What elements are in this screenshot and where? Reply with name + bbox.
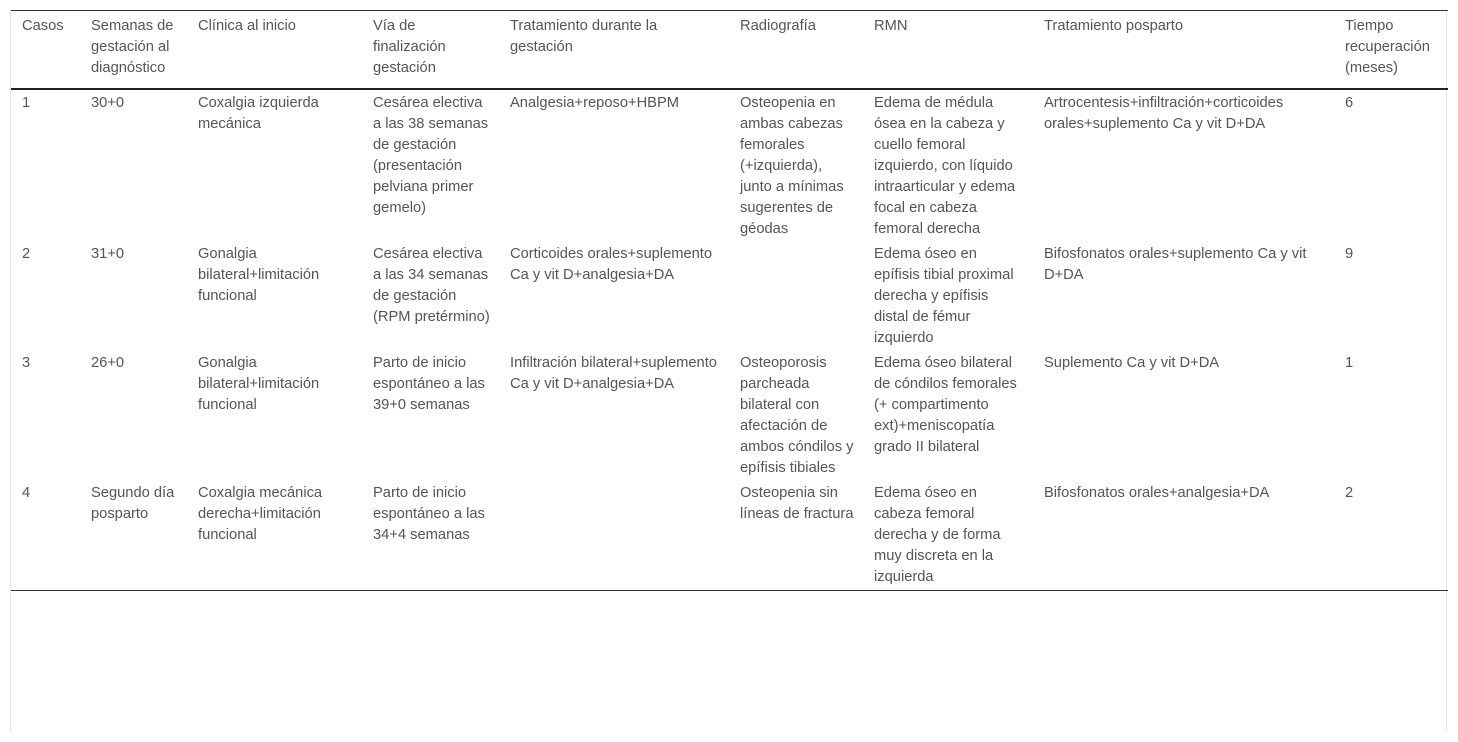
- cell-tratamiento-posparto: Bifosfonatos orales+suplemento Ca y vit D+DA: [1044, 246, 1307, 283]
- cell-tiempo-recuperacion: 6: [1345, 95, 1354, 111]
- cell-casos: 1: [22, 95, 31, 111]
- cell-clinica: Gonalgia bilateral+limitación funcional: [198, 355, 320, 413]
- cell-radiografia: Osteopenia sin líneas de fractura: [740, 485, 854, 522]
- header-via-finalizacion: Vía de finalización gestación: [373, 18, 446, 76]
- header-tratamiento-gestacion: Tratamiento durante la gestación: [510, 18, 658, 55]
- cell-tratamiento-gestacion: Infiltración bilateral+suplemento Ca y vit D+analgesia+DA: [510, 355, 717, 392]
- cell-via-finalizacion: Parto de inicio espontáneo a las 34+4 semanas: [373, 485, 485, 543]
- cell-radiografia: [729, 242, 863, 351]
- table-row: [11, 351, 1448, 481]
- cell-tratamiento-posparto: Suplemento Ca y vit D+DA: [1044, 355, 1220, 371]
- cell-casos: 2: [22, 246, 31, 262]
- cell-via-finalizacion: Cesárea electiva a las 38 semanas de gestación (presentación pelviana primer gemelo): [373, 95, 489, 216]
- cell-tratamiento-gestacion: Corticoides orales+suplemento Ca y vit D+analgesia+DA: [510, 246, 713, 283]
- header-row: [11, 11, 1448, 90]
- table-row: [11, 242, 1448, 351]
- table-row: [11, 89, 1448, 242]
- cell-rmn: Edema óseo en cabeza femoral derecha y de forma muy discreta en la izquierda: [874, 485, 1001, 585]
- cell-tratamiento-posparto: Bifosfonatos orales+analgesia+DA: [1044, 485, 1270, 501]
- header-radiografia: Radiografía: [740, 18, 816, 34]
- cell-casos: 3: [22, 355, 31, 371]
- cell-radiografia: Osteoporosis parcheada bilateral con afectación de ambos cóndilos y epífisis tibiales: [740, 355, 854, 476]
- cell-rmn: Edema óseo bilateral de cóndilos femorales (+ compartimento ext)+meniscopatía grado II bilateral: [874, 355, 1017, 455]
- cell-rmn: Edema de médula ósea en la cabeza y cuello femoral izquierdo, con líquido intraarticular y edema focal en cabeza femoral derecha: [874, 95, 1016, 237]
- header-rmn: RMN: [874, 18, 908, 34]
- cell-semanas: 31+0: [91, 246, 125, 262]
- cell-clinica: Gonalgia bilateral+limitación funcional: [198, 246, 320, 304]
- cell-semanas: 30+0: [91, 95, 125, 111]
- table-container: [10, 10, 1447, 731]
- header-tratamiento-posparto: Tratamiento posparto: [1044, 18, 1184, 34]
- cell-rmn: Edema óseo en epífisis tibial proximal derecha y epífisis distal de fémur izquierdo: [874, 246, 1014, 346]
- cell-tiempo-recuperacion: 1: [1345, 355, 1354, 371]
- cases-table: [11, 10, 1448, 591]
- header-clinica: Clínica al inicio: [198, 18, 296, 34]
- cell-clinica: Coxalgia mecánica derecha+limitación funcional: [198, 485, 323, 543]
- cell-tratamiento-gestacion: [499, 481, 729, 591]
- header-casos: Casos: [22, 18, 64, 34]
- header-semanas: Semanas de gestación al diagnóstico: [91, 18, 174, 76]
- cell-tratamiento-posparto: Artrocentesis+infiltración+corticoides orales+suplemento Ca y vit D+DA: [1044, 95, 1284, 132]
- cell-clinica: Coxalgia izquierda mecánica: [198, 95, 319, 132]
- cell-tiempo-recuperacion: 2: [1345, 485, 1354, 501]
- cell-semanas: Segundo día posparto: [91, 485, 175, 522]
- cell-via-finalizacion: Parto de inicio espontáneo a las 39+0 semanas: [373, 355, 485, 413]
- cell-tratamiento-gestacion: Analgesia+reposo+HBPM: [510, 95, 680, 111]
- cell-radiografia: Osteopenia en ambas cabezas femorales (+izquierda), junto a mínimas sugerentes de géodas: [740, 95, 844, 237]
- table-row: [11, 481, 1448, 591]
- cell-semanas: 26+0: [91, 355, 125, 371]
- cell-via-finalizacion: Cesárea electiva a las 34 semanas de gestación (RPM pretérmino): [373, 246, 490, 325]
- cell-tiempo-recuperacion: 9: [1345, 246, 1354, 262]
- cell-casos: 4: [22, 485, 31, 501]
- header-tiempo-recuperacion: Tiempo recuperación (meses): [1345, 18, 1430, 76]
